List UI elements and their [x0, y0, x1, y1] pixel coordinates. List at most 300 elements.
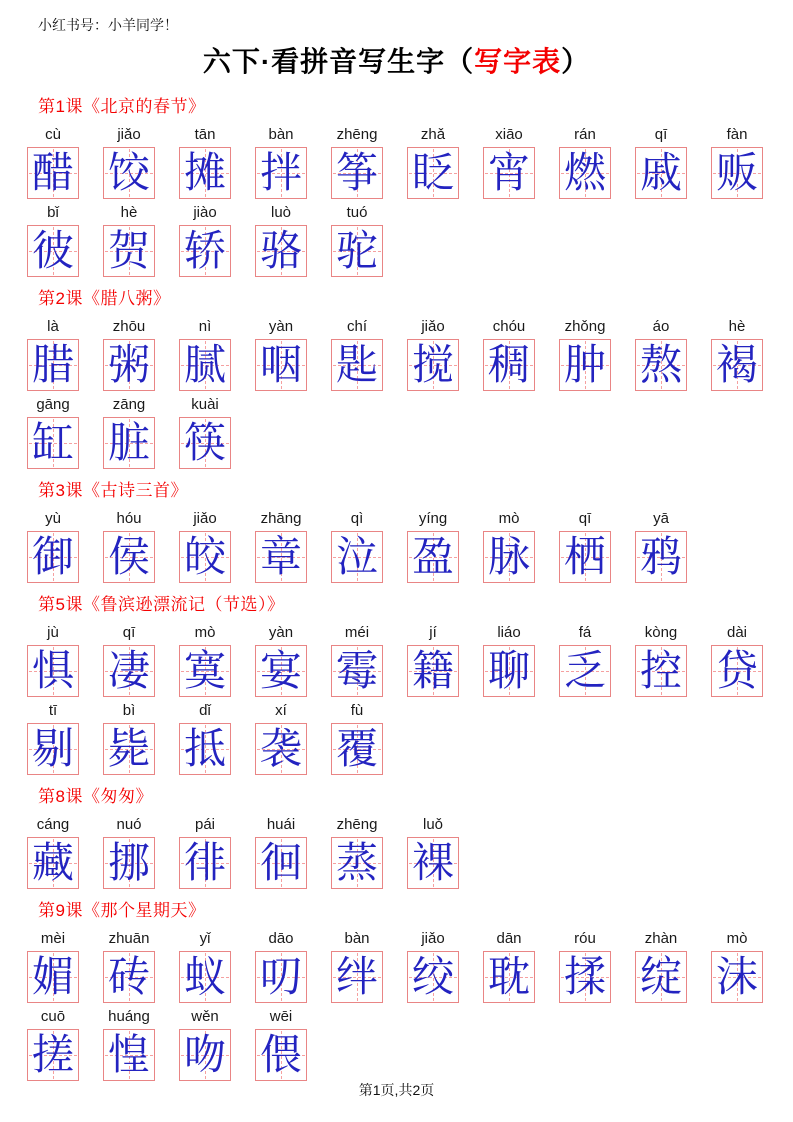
- character-glyph: 沫: [715, 952, 758, 1001]
- character-grid-box: [179, 837, 231, 889]
- character-grid-box: [103, 147, 155, 199]
- pinyin-label: gāng: [36, 396, 70, 413]
- pinyin-label: yàn: [268, 318, 294, 335]
- character-cell: [407, 622, 459, 697]
- section-heading: 第3课《古诗三首》: [38, 481, 188, 500]
- character-cell: [27, 928, 79, 1003]
- character-cell: [331, 202, 383, 277]
- character-cell: [483, 928, 535, 1003]
- character-cell: [179, 700, 231, 775]
- pinyin-label: cuō: [40, 1008, 66, 1025]
- character-grid-box: [103, 531, 155, 583]
- character-grid-box: [711, 147, 763, 199]
- pinyin-label: zāng: [112, 396, 146, 413]
- character-glyph: 侯: [107, 532, 150, 581]
- character-glyph: 腊: [31, 340, 74, 389]
- pinyin-label: jiǎo: [193, 510, 217, 527]
- pinyin-label: chí: [346, 318, 367, 335]
- character-glyph: 戚: [639, 148, 682, 197]
- character-grid-box: [331, 837, 383, 889]
- character-grid-box: [179, 645, 231, 697]
- character-glyph: 鸦: [639, 532, 682, 581]
- character-cell: [635, 928, 687, 1003]
- character-row: [0, 124, 793, 199]
- character-glyph: 绊: [335, 952, 378, 1001]
- character-grid-box: [27, 531, 79, 583]
- character-cell: [27, 622, 79, 697]
- pinyin-label: yàn: [268, 624, 294, 641]
- character-row: [0, 814, 793, 889]
- pinyin-label: zhǒng: [564, 318, 606, 335]
- character-grid-box: [27, 723, 79, 775]
- pinyin-label: huái: [266, 816, 296, 833]
- character-glyph: 腻: [183, 340, 226, 389]
- pinyin-label: jiǎo: [421, 930, 445, 947]
- character-row: [0, 202, 793, 277]
- character-cell: [255, 622, 307, 697]
- character-grid-box: [103, 339, 155, 391]
- character-glyph: 脉: [487, 532, 530, 581]
- character-grid-box: [711, 645, 763, 697]
- character-cell: [331, 316, 383, 391]
- character-glyph: 筝: [335, 148, 378, 197]
- pinyin-label: dāo: [268, 930, 294, 947]
- character-glyph: 宴: [259, 646, 302, 695]
- character-grid-box: [483, 645, 535, 697]
- character-row: [0, 700, 793, 775]
- pinyin-label: qì: [350, 510, 364, 527]
- character-grid-box: [331, 645, 383, 697]
- section-heading: 第1课《北京的春节》: [38, 97, 206, 116]
- character-cell: [331, 124, 383, 199]
- pinyin-label: tān: [194, 126, 216, 143]
- character-glyph: 搓: [31, 1030, 74, 1079]
- character-cell: [179, 622, 231, 697]
- pinyin-label: hè: [120, 204, 138, 221]
- character-cell: [179, 814, 231, 889]
- character-cell: [635, 508, 687, 583]
- character-glyph: 缸: [31, 418, 74, 467]
- character-grid-box: [103, 225, 155, 277]
- pinyin-label: mò: [194, 624, 216, 641]
- character-glyph: 惶: [107, 1030, 150, 1079]
- character-grid-box: [483, 147, 535, 199]
- pinyin-label: hóu: [116, 510, 142, 527]
- character-cell: [179, 202, 231, 277]
- character-cell: [331, 814, 383, 889]
- section-heading: 第2课《腊八粥》: [38, 289, 171, 308]
- pinyin-label: qī: [654, 126, 668, 143]
- character-grid-box: [103, 951, 155, 1003]
- pinyin-label: hè: [728, 318, 746, 335]
- character-cell: [27, 316, 79, 391]
- pinyin-label: wēi: [269, 1008, 293, 1025]
- character-grid-box: [103, 645, 155, 697]
- character-cell: [711, 124, 763, 199]
- pinyin-label: róu: [574, 930, 596, 947]
- pinyin-label: yíng: [418, 510, 448, 527]
- character-cell: [559, 124, 611, 199]
- pinyin-label: mò: [498, 510, 520, 527]
- character-glyph: 裸: [411, 838, 454, 887]
- character-glyph: 轿: [183, 226, 226, 275]
- character-grid-box: [407, 339, 459, 391]
- character-glyph: 搅: [411, 340, 454, 389]
- character-glyph: 聊: [487, 646, 530, 695]
- pinyin-label: qī: [578, 510, 592, 527]
- pinyin-label: bì: [122, 702, 136, 719]
- character-glyph: 皎: [183, 532, 226, 581]
- character-grid-box: [255, 723, 307, 775]
- character-grid-box: [179, 417, 231, 469]
- section-heading: 第8课《匆匆》: [38, 787, 153, 806]
- character-glyph: 叨: [259, 952, 302, 1001]
- character-cell: [103, 700, 155, 775]
- pinyin-label: zhōu: [112, 318, 146, 335]
- pinyin-label: áo: [652, 318, 670, 335]
- page-title: [0, 40, 793, 80]
- character-grid-box: [331, 147, 383, 199]
- character-glyph: 砖: [107, 952, 150, 1001]
- character-grid-box: [255, 531, 307, 583]
- section-heading: 第5课《鲁滨逊漂流记（节选）》: [38, 595, 285, 614]
- character-glyph: 褐: [715, 340, 758, 389]
- character-grid-box: [27, 417, 79, 469]
- character-glyph: 肿: [563, 340, 606, 389]
- character-cell: [27, 814, 79, 889]
- character-glyph: 匙: [335, 340, 378, 389]
- pinyin-label: huáng: [108, 1008, 150, 1025]
- pinyin-label: bàn: [344, 930, 370, 947]
- character-cell: [483, 508, 535, 583]
- character-grid-box: [255, 645, 307, 697]
- character-cell: [179, 316, 231, 391]
- pinyin-label: nuó: [116, 816, 142, 833]
- page-title-suffix: ）: [561, 46, 591, 77]
- character-glyph: 徘: [183, 838, 226, 887]
- character-grid-box: [103, 417, 155, 469]
- character-row: [0, 508, 793, 583]
- character-cell: [255, 700, 307, 775]
- character-cell: [27, 202, 79, 277]
- character-glyph: 栖: [563, 532, 606, 581]
- character-grid-box: [331, 339, 383, 391]
- character-glyph: 彼: [31, 226, 74, 275]
- character-cell: [179, 928, 231, 1003]
- character-grid-box: [407, 531, 459, 583]
- character-glyph: 摊: [183, 148, 226, 197]
- character-cell: [711, 928, 763, 1003]
- character-grid-box: [331, 723, 383, 775]
- pinyin-label: fù: [350, 702, 364, 719]
- pinyin-label: dǐ: [199, 702, 211, 719]
- character-grid-box: [331, 531, 383, 583]
- character-grid-box: [407, 147, 459, 199]
- character-grid-box: [483, 339, 535, 391]
- pinyin-label: kòng: [644, 624, 678, 641]
- character-grid-box: [255, 339, 307, 391]
- character-grid-box: [27, 645, 79, 697]
- character-grid-box: [179, 723, 231, 775]
- character-glyph: 惧: [31, 646, 74, 695]
- pinyin-label: wěn: [191, 1008, 219, 1025]
- character-cell: [483, 622, 535, 697]
- character-grid-box: [255, 837, 307, 889]
- character-cell: [559, 622, 611, 697]
- pinyin-label: xí: [275, 702, 287, 719]
- page-title-prefix: 六下·看拼音写生字（: [202, 46, 475, 77]
- character-cell: [635, 124, 687, 199]
- character-grid-box: [711, 951, 763, 1003]
- character-cell: [635, 316, 687, 391]
- character-glyph: 宵: [487, 148, 530, 197]
- pinyin-label: jù: [47, 624, 59, 641]
- character-glyph: 媚: [31, 952, 74, 1001]
- character-cell: [635, 622, 687, 697]
- character-grid-box: [255, 147, 307, 199]
- pinyin-label: zhēng: [336, 816, 378, 833]
- pinyin-label: kuài: [191, 396, 219, 413]
- character-grid-box: [635, 147, 687, 199]
- character-glyph: 贷: [715, 646, 758, 695]
- character-grid-box: [27, 951, 79, 1003]
- pinyin-label: bàn: [268, 126, 294, 143]
- character-cell: [27, 124, 79, 199]
- character-grid-box: [27, 225, 79, 277]
- character-glyph: 章: [259, 532, 302, 581]
- character-glyph: 燃: [563, 148, 606, 197]
- character-glyph: 御: [31, 532, 74, 581]
- character-glyph: 揉: [563, 952, 606, 1001]
- character-cell: [179, 124, 231, 199]
- character-glyph: 贺: [107, 226, 150, 275]
- character-glyph: 控: [639, 646, 682, 695]
- character-grid-box: [407, 951, 459, 1003]
- character-grid-box: [255, 1029, 307, 1081]
- character-grid-box: [179, 225, 231, 277]
- character-grid-box: [179, 147, 231, 199]
- pinyin-label: mèi: [40, 930, 66, 947]
- character-cell: [407, 928, 459, 1003]
- character-cell: [331, 622, 383, 697]
- character-glyph: 盈: [411, 532, 454, 581]
- character-grid-box: [103, 837, 155, 889]
- character-cell: [103, 814, 155, 889]
- character-grid-box: [255, 951, 307, 1003]
- character-grid-box: [635, 339, 687, 391]
- character-grid-box: [179, 1029, 231, 1081]
- character-glyph: 筷: [183, 418, 226, 467]
- character-grid-box: [407, 645, 459, 697]
- character-cell: [179, 1006, 231, 1081]
- sections: [0, 92, 793, 1081]
- character-glyph: 凄: [107, 646, 150, 695]
- character-glyph: 抵: [183, 724, 226, 773]
- character-grid-box: [179, 339, 231, 391]
- character-grid-box: [27, 147, 79, 199]
- pinyin-label: yù: [45, 510, 61, 527]
- character-glyph: 毙: [107, 724, 150, 773]
- character-glyph: 徊: [259, 838, 302, 887]
- character-grid-box: [331, 951, 383, 1003]
- pinyin-label: cù: [45, 126, 61, 143]
- pinyin-label: xiāo: [495, 126, 523, 143]
- character-grid-box: [179, 531, 231, 583]
- pinyin-label: zhǎ: [420, 126, 446, 143]
- pinyin-label: chóu: [492, 318, 526, 335]
- character-glyph: 藏: [31, 838, 74, 887]
- character-cell: [407, 316, 459, 391]
- pinyin-label: liáo: [497, 624, 521, 641]
- pinyin-label: nì: [198, 318, 212, 335]
- character-row: [0, 622, 793, 697]
- character-glyph: 籍: [411, 646, 454, 695]
- character-cell: [103, 394, 155, 469]
- character-cell: [27, 508, 79, 583]
- character-cell: [559, 316, 611, 391]
- character-cell: [331, 700, 383, 775]
- character-cell: [255, 814, 307, 889]
- character-glyph: 粥: [107, 340, 150, 389]
- character-cell: [103, 622, 155, 697]
- character-cell: [255, 124, 307, 199]
- character-cell: [559, 508, 611, 583]
- pinyin-label: yā: [653, 510, 669, 527]
- character-glyph: 乏: [563, 646, 606, 695]
- character-cell: [483, 124, 535, 199]
- character-grid-box: [559, 645, 611, 697]
- character-grid-box: [27, 1029, 79, 1081]
- character-cell: [255, 508, 307, 583]
- character-glyph: 咽: [259, 340, 302, 389]
- character-cell: [103, 124, 155, 199]
- character-glyph: 拌: [259, 148, 302, 197]
- character-cell: [407, 508, 459, 583]
- character-glyph: 熬: [639, 340, 682, 389]
- pinyin-label: fá: [578, 624, 592, 641]
- character-cell: [483, 316, 535, 391]
- pinyin-label: yǐ: [199, 930, 211, 947]
- character-glyph: 蚁: [183, 952, 226, 1001]
- character-cell: [331, 928, 383, 1003]
- character-cell: [255, 928, 307, 1003]
- character-glyph: 绞: [411, 952, 454, 1001]
- page-number: 第1页,共2页: [358, 1082, 435, 1098]
- character-grid-box: [103, 1029, 155, 1081]
- pinyin-label: dài: [726, 624, 748, 641]
- pinyin-label: luò: [270, 204, 292, 221]
- character-cell: [407, 814, 459, 889]
- character-glyph: 泣: [335, 532, 378, 581]
- character-glyph: 驼: [335, 226, 378, 275]
- character-glyph: 贩: [715, 148, 758, 197]
- page-title-highlight: 写字表: [474, 46, 562, 77]
- character-cell: [27, 394, 79, 469]
- character-cell: [179, 394, 231, 469]
- pinyin-label: jí: [429, 624, 437, 641]
- character-row: [0, 316, 793, 391]
- character-glyph: 剔: [31, 724, 74, 773]
- character-glyph: 骆: [259, 226, 302, 275]
- pinyin-label: dān: [496, 930, 522, 947]
- character-glyph: 挪: [107, 838, 150, 887]
- character-cell: [27, 700, 79, 775]
- character-glyph: 覆: [335, 724, 378, 773]
- character-row: [0, 394, 793, 469]
- character-grid-box: [559, 339, 611, 391]
- character-cell: [103, 316, 155, 391]
- character-cell: [103, 1006, 155, 1081]
- character-grid-box: [407, 837, 459, 889]
- pinyin-label: jiào: [193, 204, 217, 221]
- character-cell: [27, 1006, 79, 1081]
- character-grid-box: [27, 837, 79, 889]
- character-grid-box: [635, 951, 687, 1003]
- character-glyph: 蒸: [335, 838, 378, 887]
- pinyin-label: mò: [726, 930, 748, 947]
- character-grid-box: [635, 645, 687, 697]
- character-glyph: 眨: [411, 148, 454, 197]
- character-grid-box: [483, 531, 535, 583]
- character-grid-box: [559, 147, 611, 199]
- character-cell: [103, 928, 155, 1003]
- character-cell: [559, 928, 611, 1003]
- character-grid-box: [559, 531, 611, 583]
- social-account-note: 小红书号：小羊同学！: [38, 17, 178, 33]
- pinyin-label: méi: [344, 624, 370, 641]
- character-cell: [255, 316, 307, 391]
- character-glyph: 吻: [183, 1030, 226, 1079]
- character-grid-box: [255, 225, 307, 277]
- pinyin-label: tī: [48, 702, 58, 719]
- character-grid-box: [559, 951, 611, 1003]
- pinyin-label: fàn: [726, 126, 748, 143]
- character-glyph: 醋: [31, 148, 74, 197]
- character-grid-box: [635, 531, 687, 583]
- character-glyph: 绽: [639, 952, 682, 1001]
- pinyin-label: bǐ: [47, 204, 59, 221]
- character-glyph: 饺: [107, 148, 150, 197]
- pinyin-label: cáng: [36, 816, 70, 833]
- character-row: [0, 1006, 793, 1081]
- character-row: [0, 928, 793, 1003]
- character-cell: [103, 202, 155, 277]
- character-grid-box: [103, 723, 155, 775]
- character-glyph: 脏: [107, 418, 150, 467]
- character-cell: [255, 1006, 307, 1081]
- character-grid-box: [27, 339, 79, 391]
- pinyin-label: rán: [574, 126, 596, 143]
- character-glyph: 霉: [335, 646, 378, 695]
- pinyin-label: zhāng: [260, 510, 302, 527]
- pinyin-label: là: [47, 318, 59, 335]
- character-cell: [331, 508, 383, 583]
- section-heading: 第9课《那个星期天》: [38, 901, 206, 920]
- character-glyph: 偎: [259, 1030, 302, 1079]
- character-cell: [179, 508, 231, 583]
- pinyin-label: jiǎo: [421, 318, 445, 335]
- character-grid-box: [331, 225, 383, 277]
- character-cell: [407, 124, 459, 199]
- pinyin-label: zhuān: [108, 930, 150, 947]
- character-glyph: 寞: [183, 646, 226, 695]
- pinyin-label: zhēng: [336, 126, 378, 143]
- character-grid-box: [711, 339, 763, 391]
- character-cell: [711, 622, 763, 697]
- character-grid-box: [179, 951, 231, 1003]
- pinyin-label: zhàn: [644, 930, 678, 947]
- character-grid-box: [483, 951, 535, 1003]
